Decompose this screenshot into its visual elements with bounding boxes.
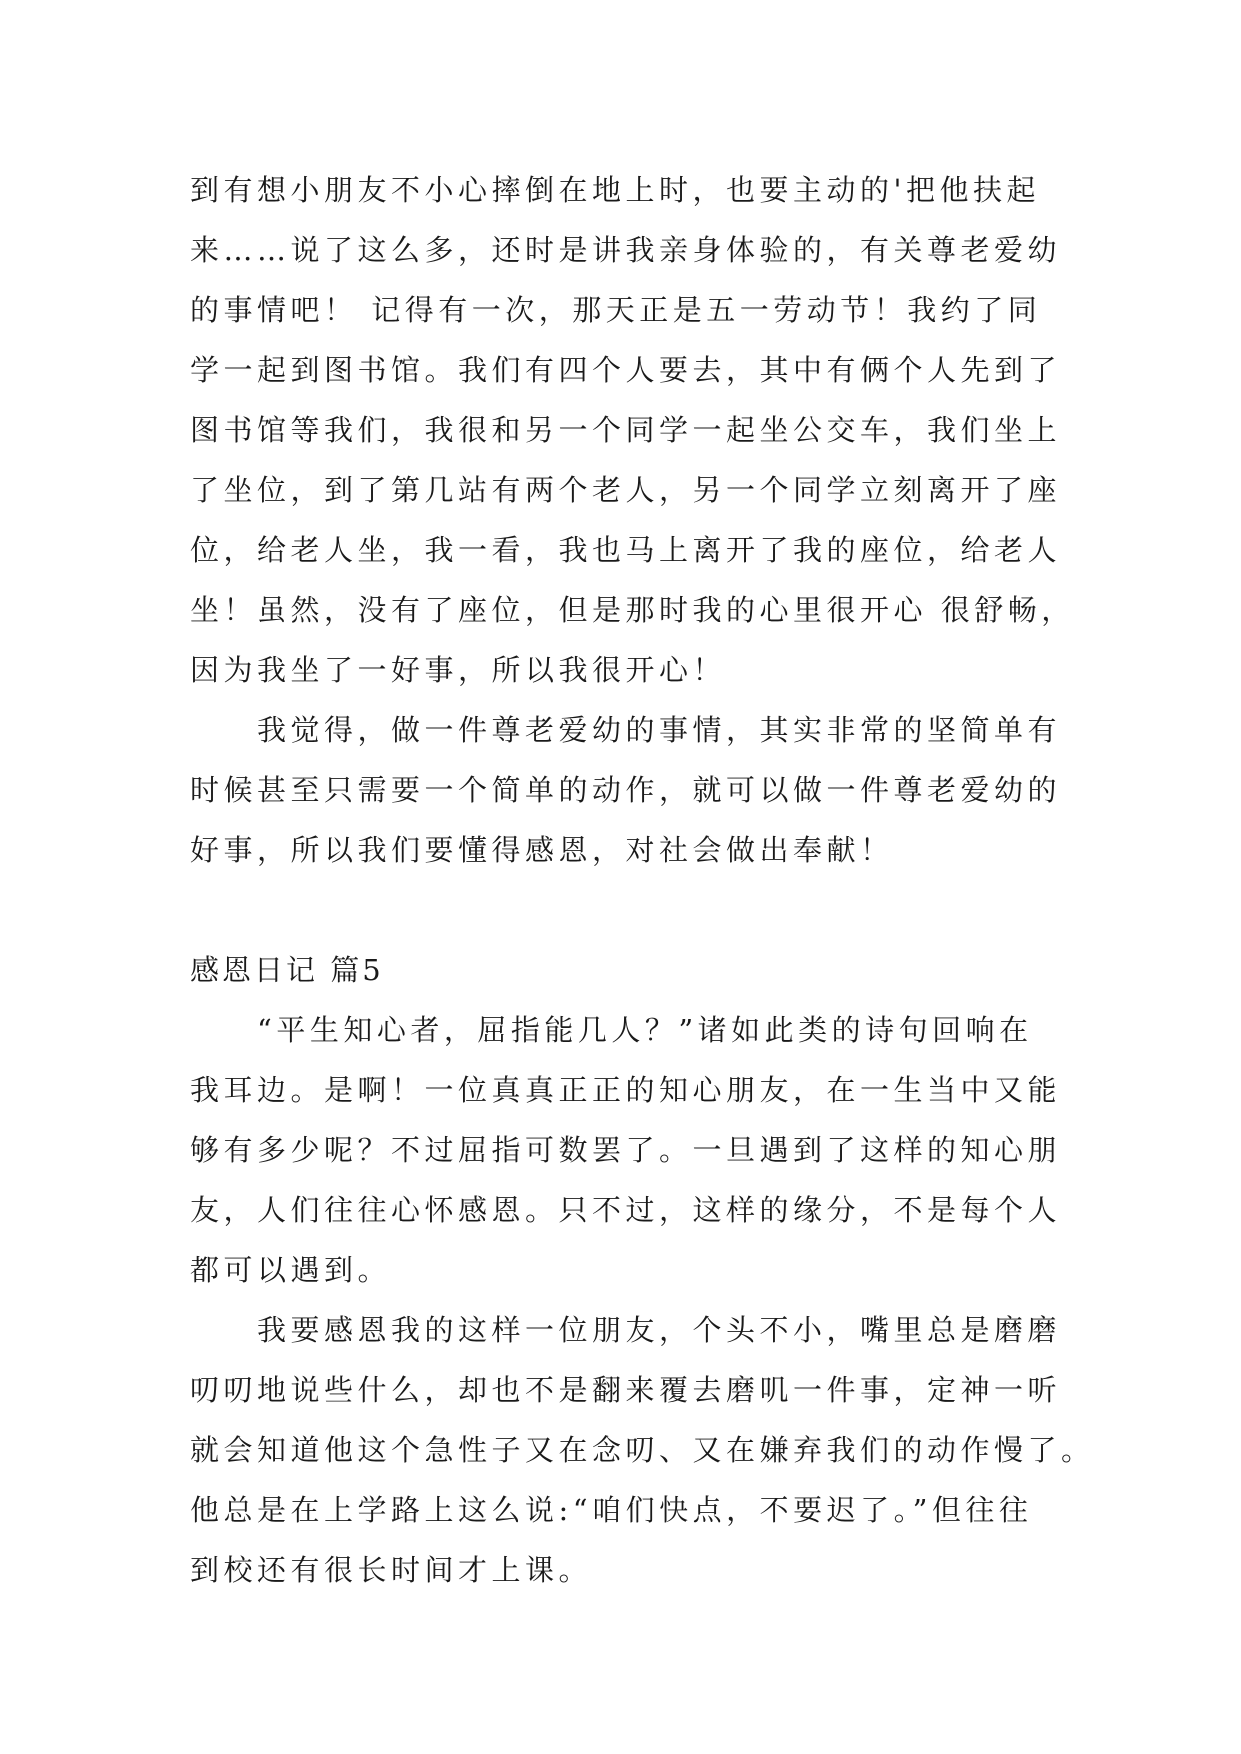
- text-line: 到有想小朋友不小心摔倒在地上时，也要主动的'把他扶起: [190, 173, 1040, 207]
- paragraph-friend-description: [190, 1300, 1095, 1600]
- text-line: 够有多少呢？不过屈指可数罢了。一旦遇到了这样的知心朋: [190, 1133, 1062, 1167]
- paragraph-respect-elders-story: [190, 160, 1075, 700]
- text-line: 就会知道他这个急性子又在念叨、又在嫌弃我们的动作慢了。: [190, 1433, 1095, 1467]
- paragraph-intro-friend: [190, 1000, 1060, 1300]
- document-page: [190, 160, 1095, 1600]
- section-heading: 感恩日记 篇5: [190, 953, 384, 987]
- text-line: 来……说了这么多，还时是讲我亲身体验的，有关尊老爱幼: [190, 233, 1062, 267]
- text-line: 学一起到图书馆。我们有四个人要去，其中有俩个人先到了: [190, 353, 1062, 387]
- text-line: 我觉得，做一件尊老爱幼的事情，其实非常的坚简单有: [190, 713, 1062, 747]
- text-line: 了坐位，到了第几站有两个老人，另一个同学立刻离开了座: [190, 473, 1062, 507]
- text-line: 位，给老人坐，我一看，我也马上离开了我的座位，给老人: [190, 533, 1062, 567]
- text-line: 我耳边。是啊！一位真真正正的知心朋友，在一生当中又能: [190, 1073, 1062, 1107]
- text-line: 都可以遇到。: [190, 1253, 392, 1287]
- text-line: 叨叨地说些什么，却也不是翻来覆去磨叽一件事，定神一听: [190, 1373, 1062, 1407]
- text-line: 到校还有很长时间才上课。: [190, 1553, 593, 1587]
- text-line: 因为我坐了一好事，所以我很开心！: [190, 653, 727, 687]
- text-line: 时候甚至只需要一个简单的动作，就可以做一件尊老爱幼的: [190, 773, 1062, 807]
- text-line: 我要感恩我的这样一位朋友，个头不小，嘴里总是磨磨: [190, 1313, 1062, 1347]
- text-line: 他总是在上学路上这么说:“咱们快点，不要迟了。”但往往: [190, 1493, 1033, 1527]
- text-line: 友，人们往往心怀感恩。只不过，这样的缘分，不是每个人: [190, 1193, 1062, 1227]
- text-line: “平生知心者，屈指能几人？”诸如此类的诗句回响在: [190, 1013, 1033, 1047]
- text-line: 好事，所以我们要懂得感恩，对社会做出奉献！: [190, 833, 894, 867]
- text-line: 的事情吧！ 记得有一次，那天正是五一劳动节！我约了同: [190, 293, 1042, 327]
- text-line: 图书馆等我们，我很和另一个同学一起坐公交车，我们坐上: [190, 413, 1062, 447]
- text-line: 坐！虽然，没有了座位，但是那时我的心里很开心 很舒畅，: [190, 593, 1075, 627]
- paragraph-conclusion: [190, 700, 1060, 880]
